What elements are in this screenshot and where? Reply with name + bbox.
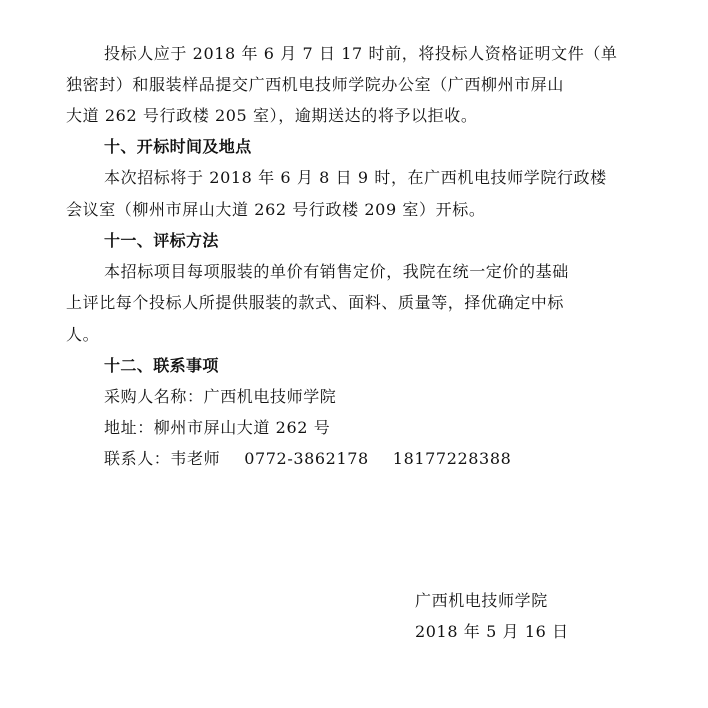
paragraph-line: 大道 262 号行政楼 205 室），逾期送达的将予以拒收。 bbox=[66, 106, 478, 125]
address: 地址：柳州市屏山大道 262 号 bbox=[104, 418, 331, 437]
section-heading: 十、开标时间及地点 bbox=[104, 137, 252, 156]
paragraph-line: 上评比每个投标人所提供服装的款式、面料、质量等，择优确定中标 bbox=[66, 293, 565, 312]
signature-org: 广西机电技师学院 bbox=[415, 591, 548, 610]
paragraph-line: 本招标项目每项服装的单价有销售定价，我院在统一定价的基础 bbox=[104, 262, 569, 281]
contact-phone: 0772-3862178 bbox=[244, 449, 369, 468]
purchaser-name: 采购人名称：广西机电技师学院 bbox=[104, 387, 337, 406]
contact-person: 联系人：韦老师 bbox=[104, 449, 221, 468]
paragraph-line: 本次招标将于 2018 年 6 月 8 日 9 时，在广西机电技师学院行政楼 bbox=[104, 168, 607, 187]
signature-date: 2018 年 5 月 16 日 bbox=[415, 622, 569, 641]
paragraph-line: 投标人应于 2018 年 6 月 7 日 17 时前，将投标人资格证明文件（单 bbox=[104, 44, 618, 63]
paragraph-line: 会议室（柳州市屏山大道 262 号行政楼 209 室）开标。 bbox=[66, 200, 486, 219]
paragraph-line: 独密封）和服装样品提交广西机电技师学院办公室（广西柳州市屏山 bbox=[66, 75, 565, 94]
section-heading: 十一、评标方法 bbox=[104, 231, 219, 250]
paragraph-line: 人。 bbox=[66, 325, 100, 344]
contact-line bbox=[104, 449, 511, 469]
section-heading: 十二、联系事项 bbox=[104, 356, 219, 375]
contact-mobile: 18177228388 bbox=[392, 449, 512, 468]
